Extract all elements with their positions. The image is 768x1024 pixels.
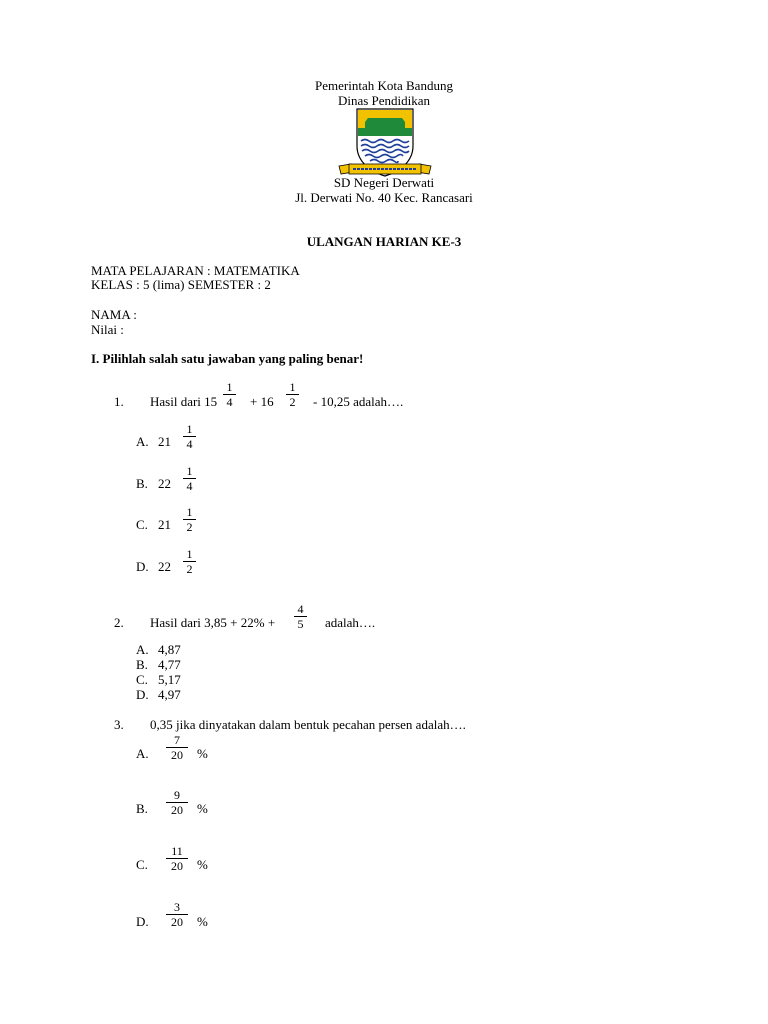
percent-sign: % [197,746,208,761]
numerator: 9 [174,788,180,802]
denominator: 5 [294,616,307,631]
numerator: 4 [297,602,304,616]
option-label: D. [136,559,149,574]
header-department: Dinas Pendidikan [337,93,431,108]
exam-title: ULANGAN HARIAN KE-3 [306,234,462,249]
score-field: Nilai : [91,322,124,337]
question-number: 2. [114,615,124,630]
bandung-emblem-icon [337,106,433,178]
option-label: A. [136,642,149,657]
section-instruction: I. Pilihlah salah satu jawaban yang paling benar! [91,351,364,366]
numerator: 1 [186,547,193,561]
fraction [166,733,188,762]
numerator: 1 [226,380,233,394]
question-text: 0,35 jika dinyatakan dalam bentuk pecahan persen adalah…. [150,717,466,732]
denominator: 20 [166,858,188,873]
option-label: A. [136,434,149,449]
option-value: 4,97 [158,687,181,702]
denominator: 2 [286,394,299,409]
option-whole: 22 [158,476,171,491]
option-label: C. [136,857,148,872]
percent-sign: % [197,914,208,929]
option-label: D. [136,687,149,702]
option-value: 5,17 [158,672,181,687]
question-text: Hasil dari 15 [150,394,218,409]
numerator: 7 [174,733,180,747]
fraction [166,788,188,817]
numerator: 1 [289,380,296,394]
question-number: 1. [114,394,124,409]
question-text: adalah…. [325,615,376,630]
option-label: D. [136,914,149,929]
numerator: 3 [174,900,180,914]
denominator: 2 [183,519,196,534]
fraction [183,422,196,451]
class-line: KELAS : 5 (lima) SEMESTER : 2 [91,277,271,292]
option-label: B. [136,476,148,491]
option-value: 4,87 [158,642,181,657]
fraction [166,844,188,873]
option-value: 4,77 [158,657,181,672]
numerator: 1 [186,464,193,478]
fraction [223,380,236,409]
option-label: B. [136,801,148,816]
option-label: C. [136,517,148,532]
fraction [183,505,196,534]
name-field: NAMA : [91,307,137,322]
school-name: SD Negeri Derwati [333,175,435,190]
school-address: Jl. Derwati No. 40 Kec. Rancasari [295,190,473,205]
question-text: + 16 [250,394,274,409]
denominator: 4 [223,394,236,409]
percent-sign: % [197,857,208,872]
option-label: A. [136,746,149,761]
option-label: B. [136,657,148,672]
option-label: C. [136,672,148,687]
numerator: 1 [186,505,193,519]
option-whole: 21 [158,517,171,532]
option-whole: 21 [158,434,171,449]
fraction [294,602,307,631]
denominator: 4 [183,436,196,451]
fraction [286,380,299,409]
denominator: 20 [166,914,188,929]
fraction [183,547,196,576]
option-whole: 22 [158,559,171,574]
question-number: 3. [114,717,124,732]
denominator: 20 [166,802,188,817]
denominator: 4 [183,478,196,493]
fraction [183,464,196,493]
denominator: 2 [183,561,196,576]
question-text: Hasil dari 3,85 + 22% + [150,615,276,630]
subject-line: MATA PELAJARAN : MATEMATIKA [91,263,300,278]
numerator: 1 [186,422,193,436]
percent-sign: % [197,801,208,816]
fraction [166,900,188,929]
numerator: 11 [171,844,183,858]
header-government: Pemerintah Kota Bandung [315,78,453,93]
question-text: - 10,25 adalah…. [313,394,404,409]
denominator: 20 [166,747,188,762]
